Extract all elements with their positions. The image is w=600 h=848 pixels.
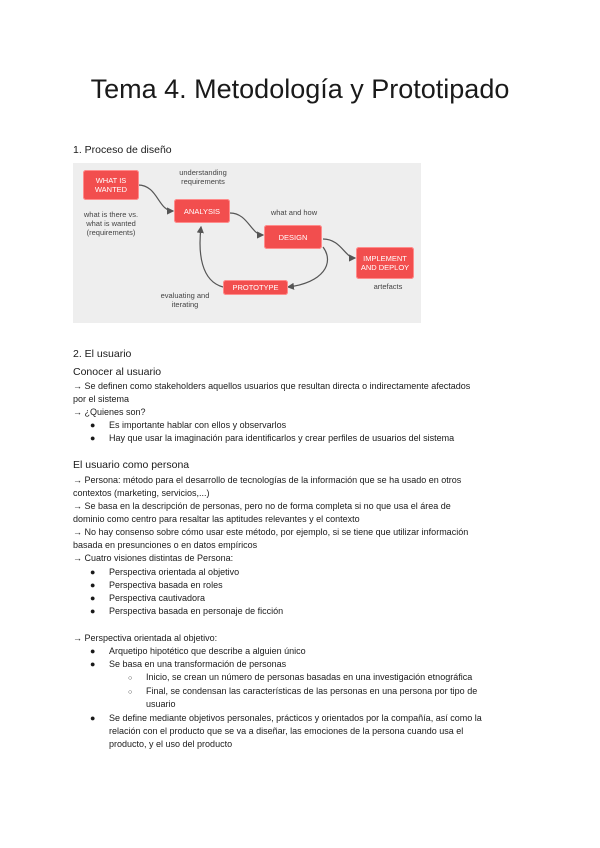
list-item: ● Perspectiva basada en personaje de ficción — [90, 606, 284, 616]
label-evaluating: evaluating and iterating — [160, 291, 210, 309]
subheading-persona: El usuario como persona — [73, 459, 190, 471]
list-item: ● Perspectiva basada en roles — [90, 580, 223, 590]
arrow-what-to-analysis — [138, 185, 173, 211]
arrow-design-to-implement — [323, 239, 355, 258]
sub-list-item: ○ Inicio, se crean un número de personas basadas en una investigación etnográfica — [128, 672, 473, 682]
sub-list-item: ○ Final, se condensan las características de las personas en una persona por tipo de — [128, 686, 478, 696]
design-process-diagram — [73, 163, 421, 323]
paragraph-line: → Perspectiva orientada al objetivo: — [73, 633, 218, 643]
list-item: ● Es importante hablar con ellos y observarlos — [90, 420, 287, 430]
list-item: ● Se define mediante objetivos personales, prácticos y orientados por la compañía, así como la — [90, 713, 482, 723]
box-implement-deploy: IMPLEMENT AND DEPLOY — [356, 247, 414, 279]
list-item-cont: producto, y el uso del producto — [109, 739, 233, 749]
section-heading-proceso: 1. Proceso de diseño — [73, 144, 172, 156]
label-what-is-there: what is there vs. what is wanted (requirements) — [83, 210, 139, 237]
paragraph-line: → Se definen como stakeholders aquellos usuarios que resultan directa o indirectamente afectados — [73, 381, 471, 391]
paragraph-line: basada en presunciones o en datos empíricos — [73, 540, 258, 550]
list-item-cont: relación con el producto que se va a diseñar, las emociones de la persona cuando usa el — [109, 726, 464, 736]
box-design: DESIGN — [264, 225, 322, 249]
arrow-prototype-to-analysis — [200, 227, 223, 287]
list-item: ● Se basa en una transformación de personas — [90, 659, 287, 669]
box-what-is-wanted: WHAT IS WANTED — [83, 170, 139, 200]
section-heading-usuario: 2. El usuario — [73, 348, 132, 360]
paragraph-line: dominio como centro para resaltar las aptitudes relevantes y el contexto — [73, 514, 360, 524]
paragraph-line: → ¿Quienes son? — [73, 407, 146, 417]
list-item: ● Hay que usar la imaginación para identificarlos y crear perfiles de usuarios del sistema — [90, 433, 455, 443]
label-understanding: understanding requirements — [179, 168, 227, 186]
page-title: Tema 4. Metodología y Prototipado — [90, 74, 510, 104]
paragraph-line: → No hay consenso sobre cómo usar este método, por ejemplo, si se tiene que utilizar información — [73, 527, 469, 537]
label-artefacts: artefacts — [373, 282, 403, 291]
list-item: ● Perspectiva cautivadora — [90, 593, 206, 603]
subheading-conocer: Conocer al usuario — [73, 366, 162, 378]
paragraph-line: por el sistema — [73, 394, 130, 404]
sub-list-item-cont: usuario — [146, 699, 176, 709]
box-analysis: ANALYSIS — [174, 199, 230, 223]
label-what-and-how: what and how — [270, 208, 318, 217]
list-item: ● Arquetipo hipotético que describe a alguien único — [90, 646, 306, 656]
paragraph-line: → Persona: método para el desarrollo de tecnologías de la información que se ha usado en otros — [73, 475, 462, 485]
paragraph-line: → Se basa en la descripción de personas, pero no de forma completa si no que usa el área de — [73, 501, 451, 511]
paragraph-line: → Cuatro visiones distintas de Persona: — [73, 553, 234, 563]
paragraph-line: contextos (marketing, servicios,...) — [73, 488, 210, 498]
arrow-design-to-prototype — [288, 247, 328, 287]
list-item: ● Perspectiva orientada al objetivo — [90, 567, 240, 577]
box-prototype: PROTOTYPE — [223, 280, 288, 295]
